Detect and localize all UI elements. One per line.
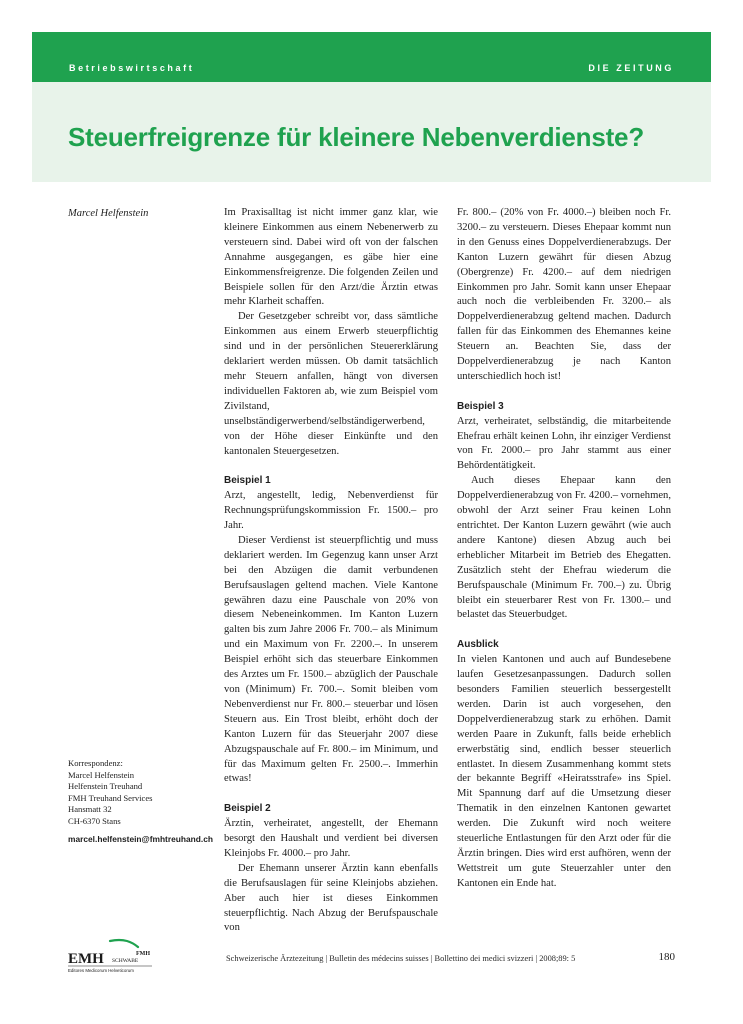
emh-logo	[66, 938, 156, 974]
contact-city: CH-6370 Stans	[68, 815, 121, 826]
paragraph: Arzt, angestellt, ledig, Nebenverdienst für Rechnungsprüfungskommission Fr. 1500.– pro Jahr.	[224, 490, 438, 532]
example-1-heading: Beispiel 1	[224, 475, 271, 487]
section-label: Betriebswirtschaft	[69, 63, 195, 73]
paragraph: Dieser Verdienst ist steuerpflichtig und muss deklariert werden. Im Gegenzug kann unser Arzt bei den Abzügen die damit verbundenen Berufsauslagen geltend machen. Viele Kantone gewähren dazu eine Pauschale von 20% von diesem Nebeneinkommen. Im Kanton Luzern galten bis zum Jahre 2006 Fr. 700.– als Minimum und ein Maximum von Fr. 2200.–. In unserem Beispiel erhöht sich das steuerbare Einkommen des Arztes um Fr. 1500.– abzüglich der Pauschale von (Minimum) Fr. 700.–. Somit bleiben vom Nebenverdienst nur Fr. 800.– steuerbar und lösen Steuern aus. Ein Trost bleibt, erhöht doch der Kanton Luzern für das Steuerjahr 2007 diese Abzugspauschale auf Fr. 800.– im Minimum, und für das Maximum gelten Fr. 2500.–. Immerhin etwas!	[224, 534, 438, 785]
logo-swoosh-icon	[110, 940, 138, 947]
article-title: Steuerfreigrenze für kleinere Nebenverdienste?	[68, 122, 645, 152]
logo-fmh-text: FMH	[136, 951, 150, 957]
text-column-left	[224, 206, 438, 936]
paragraph: Der Gesetzgeber schreibt vor, dass sämtliche Einkommen aus einem Erwerb steuerpflichtig sind und in der persönlichen Steuererklärung deklariert werden müssen. Ob damit tatsächlich mehr Steuern anfallen, hängt von diversen individuellen Faktoren ab, wie zum Beispiel vom Zivilstand, unselbständigerwerbend/selbständigerwerbend, von der Höhe dieser Einkünfte und den kantonalen Steuergesetzen.	[224, 311, 438, 457]
section-header-bar	[32, 32, 711, 82]
paragraph: Auch dieses Ehepaar kann den Doppelverdienerabzug von Fr. 4200.– vornehmen, obwohl der Arzt seiner Frau keinen Lohn entrichtet. Der Kanton Luzern gewährt (wie auch andere Kantone) diesen Abzug auch bei erheblicher Mitarbeit im Betrieb des Ehegatten. Zusätzlich steht der Ehefrau wiederum die Berufspauschale (Minimum Fr. 700.–) zu. Übrig bleibt ein steuerbarer Rest von Fr. 1300.– und belastet das Steuerbudget.	[457, 475, 671, 621]
paragraph: Ärztin, verheiratet, angestellt, der Ehemann besorgt den Haushalt und verdient bei diversen Kleinjobs Fr. 4000.– pro Jahr.	[224, 818, 438, 859]
outlook-heading: Ausblick	[457, 639, 499, 651]
correspondence-label: Korrespondenz:	[68, 758, 123, 768]
contact-company: Helfenstein Treuhand	[68, 781, 143, 792]
paragraph: Der Ehemann unserer Ärztin kann ebenfalls die Berufsauslagen für seine Kleinjobs abziehen. Aber auch hier ist dieses Einkommen steuerpflichtig. Nach Abzug der Berufspauschale von	[224, 862, 438, 934]
contact-street: Hansmatt 32	[68, 804, 112, 815]
correspondence-block	[68, 758, 218, 845]
title-box	[32, 82, 711, 182]
intro-paragraph: Im Praxisalltag ist nicht immer ganz klar, wie kleinere Einkommen aus einem Nebenerwerb zu versteuern sind. Dabei wird oft von der falschen Annahme ausgegangen, es gäbe hier eine Einkommensfreigrenze. Die folgenden Zeilen und Beispiele sollen für den Arzt/die Ärztin etwas mehr Klarheit schaffen.	[224, 207, 438, 308]
page-number: 180	[658, 951, 675, 963]
example-3-heading: Beispiel 3	[457, 400, 504, 412]
paragraph: In vielen Kantonen und auch auf Bundesebene laufen Gesetzesanpassungen. Dadurch sollen besonders Familien steuerlich bessergestellt werden. Darin ist auch vorgesehen, den Doppelverdienerabzug stark zu erhöhen. Damit werden Paare in Zukunft, falls beide erheblich erwerbstätig sind, endlich besser steuerlich entlastet. In diesem Zusammenhang kommt stets der bekannte Begriff «Heiratsstrafe» ins Spiel. Mit Spannung darf auf die Umsetzung dieser Thematik in den einzelnen Kantonen gewartet werden. Die Zukunft wird noch weitere steuerliche Entlastungen für den Arzt oder für die Ärztin bringen. Dies wird erst aufhören, wenn der Wettstreit um gute Steuerzahler unter den Kantonen ein Ende hat.	[457, 654, 671, 889]
logo-emh-text: EMH	[68, 951, 104, 967]
logo-subtitle: Editores Medicorum Helveticorum	[68, 968, 134, 973]
author-name: Marcel Helfenstein	[68, 208, 149, 219]
paragraph: Fr. 800.– (20% von Fr. 4000.–) bleiben noch Fr. 3200.– zu versteuern. Dieses Ehepaar kommt nun in den Genuss eines Doppelverdienerabzugs. Der Kanton Luzern gewährt für diesen Abzug (Obergrenze) Fr. 4200.– auf dem niedrigen Einkommen pro Jahr. Somit kann unser Ehepaar auch noch die verbleibenden Fr. 3200.– als Doppelverdienerabzug geltend machen. Dadurch fallen für das Einkommen des Ehemannes keine Steuern an. Beachten Sie, dass der Doppelverdienerabzug je nach Kanton unterschiedlich hoch ist!	[457, 207, 671, 382]
logo-schwabe-text: SCHWABE	[112, 958, 139, 964]
contact-name: Marcel Helfenstein	[68, 769, 135, 780]
example-2-heading: Beispiel 2	[224, 803, 271, 815]
text-column-right	[457, 206, 671, 892]
contact-company-2: FMH Treuhand Services	[68, 792, 153, 803]
journal-citation: Schweizerische Ärztezeitung | Bulletin des médecins suisses | Bollettino dei medici svizzeri | 2008;89: 5	[226, 954, 576, 963]
paragraph: Arzt, verheiratet, selbständig, die mitarbeitende Ehefrau erhält keinen Lohn, ihr einziger Verdienst von Fr. 2000.– pro Jahr stammt aus einer Behördentätigkeit.	[457, 415, 671, 472]
journal-label: DIE ZEITUNG	[588, 63, 674, 73]
contact-email-link[interactable]: marcel.helfenstein@fmhtreuhand.ch	[68, 833, 213, 844]
